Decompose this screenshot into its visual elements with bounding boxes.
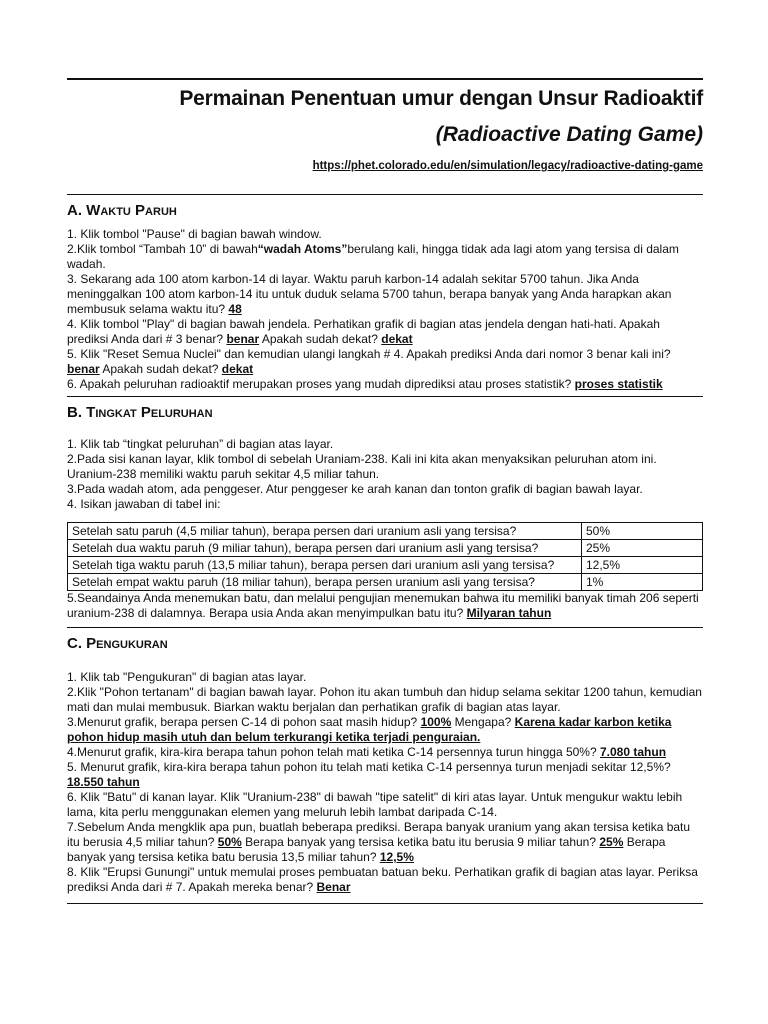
- c-item-7-answer-3: 12,5%: [379, 850, 414, 864]
- table-answer: 12,5%: [582, 557, 703, 574]
- table-answer: 1%: [582, 574, 703, 591]
- c-item-7-text-a: 7.Sebelum Anda mengklik apa pun, buatlah beberapa prediksi. Berapa banyak uranium yang akan tersisa ketika batu itu berusia 4,5 miliar tahun?: [67, 820, 691, 849]
- section-c-letter: C.: [67, 635, 82, 652]
- c-item-5-text: 5. Menurut grafik, kira-kira berapa tahun pohon itu telah mati ketika C-14 persennya turun menjadi sekitar 12,5%?: [67, 760, 671, 774]
- c-item-7-text-c: Berapa banyak yang tersisa ketika batu berusia 13,5 miliar tahun?: [67, 835, 666, 864]
- table-question: Setelah empat waktu paruh (18 miliar tahun), berapa persen uranium asli yang tersisa?: [68, 574, 582, 591]
- c-item-5: [67, 760, 703, 790]
- table-question: Setelah tiga waktu paruh (13,5 miliar tahun), berapa persen dari uranium asli yang tersisa?: [68, 557, 582, 574]
- table-question: Setelah dua waktu paruh (9 miliar tahun), berapa persen dari uranium asli yang tersisa?: [68, 540, 582, 557]
- a-item-5-text: 5. Klik "Reset Semua Nuclei" dan kemudian ulangi langkah # 4. Apakah prediksi Anda dari nomor 3 benar kali ini?: [67, 347, 671, 361]
- c-item-3-answer-2: Karena kadar karbon ketika pohon hidup masih utuh dan belum terkurangi ketika terjadi penguraian.: [67, 715, 672, 744]
- c-item-3-text: 3.Menurut grafik, berapa persen C-14 di pohon saat masih hidup?: [67, 715, 418, 729]
- document-page: [67, 78, 703, 904]
- c-item-8-answer: Benar: [316, 880, 351, 894]
- c-item-8-text: 8. Klik "Erupsi Gunungi" untuk memulai proses pembuatan batuan beku. Perhatikan grafik di bagian atas layar. Periksa prediksi Anda dari # 7. Apakah mereka benar?: [67, 865, 698, 894]
- top-rule: [67, 78, 703, 80]
- a-item-5: [67, 347, 703, 377]
- table-answer: 25%: [582, 540, 703, 557]
- title-line-1: Permainan Penentuan umur dengan Unsur Radioaktif: [179, 87, 703, 110]
- table-row: [68, 557, 703, 574]
- a-item-5-mid: Apakah sudah dekat?: [102, 362, 219, 376]
- c-item-1: 1. Klik tab "Pengukuran" di bagian atas layar.: [67, 670, 307, 684]
- section-c-heading: [67, 627, 703, 654]
- a-item-2-wadah: “wadah Atoms”: [257, 242, 348, 256]
- c-item-3-mid: Mengapa?: [454, 715, 512, 729]
- table-question: Setelah satu paruh (4,5 miliar tahun), berapa persen dari uranium asli yang tersisa?: [68, 523, 582, 540]
- b-item-2: 2.Pada sisi kanan layar, klik tombol di sebelah Uraniam-238. Kali ini kita akan menyaksikan peluruhan atom ini. Uranium-238 memiliki waktu paruh sekitar 4,5 miliar tahun.: [67, 452, 657, 481]
- a-item-5-answer-2: dekat: [221, 362, 254, 376]
- a-item-4-answer-1: benar: [226, 332, 260, 346]
- c-item-7-text-b: Berapa banyak yang tersisa ketika batu itu berusia 9 miliar tahun?: [245, 835, 597, 849]
- section-c-body: [67, 670, 703, 895]
- table-row: [68, 574, 703, 591]
- c-item-8: [67, 865, 703, 895]
- c-item-6: 6. Klik "Batu" di kanan layar. Klik "Uranium-238" di bawah "tipe satelit" di kiri atas layar. Untuk mengukur waktu lebih lama, kita perlu menggunakan elemen yang meluruh lebih lambat daripada C-14.: [67, 790, 683, 819]
- c-item-4-text: 4.Menurut grafik, kira-kira berapa tahun pohon telah mati ketika C-14 persennya turun hingga 50%?: [67, 745, 597, 759]
- bottom-rule: [67, 903, 703, 904]
- b-item-3: 3.Pada wadah atom, ada penggeser. Atur penggeser ke arah kanan dan tonton grafik di bagian bawah layar.: [67, 482, 643, 496]
- section-a-letter: A.: [67, 202, 82, 219]
- section-c-title: Pengukuran: [86, 635, 168, 652]
- table-row: [68, 540, 703, 557]
- c-item-7: [67, 820, 703, 865]
- a-item-5-answer-1: benar: [67, 362, 100, 376]
- section-b-heading: [67, 396, 703, 423]
- c-item-7-answer-2: 25%: [599, 835, 624, 849]
- a-item-3-text: 3. Sekarang ada 100 atom karbon-14 di layar. Waktu paruh karbon-14 adalah sekitar 5700 tahun. Jika Anda meninggalkan 100 atom karbon-14 itu untuk duduk selama 5700 tahun, berapa banyak yang Anda harapkan akan membusuk selama waktu itu?: [67, 272, 672, 316]
- title-line-2: (Radioactive Dating Game): [435, 123, 703, 146]
- b-item-5-text: 5.Seandainya Anda menemukan batu, dan melalui pengujian menemukan bahwa itu memiliki banyak timah 206 seperti uranium-238 di dalamnya. Berapa usia Anda akan menyimpulkan batu itu?: [67, 591, 699, 620]
- section-a-heading: [67, 194, 703, 221]
- section-b-title: Tingkat Peluruhan: [86, 404, 213, 421]
- a-item-3: [67, 272, 703, 317]
- section-b-letter: B.: [67, 404, 82, 421]
- a-item-4: [67, 317, 703, 347]
- c-item-2: 2.Klik "Pohon tertanam" di bagian bawah layar. Pohon itu akan tumbuh dan hidup selama sekitar 1200 tahun, kemudian mati dan mulai membusuk. Biarkan waktu berjalan dan perhatikan grafik di bagian atas layar.: [67, 685, 702, 714]
- c-item-3: [67, 715, 703, 745]
- a-item-1: 1. Klik tombol "Pause" di bagian bawah window.: [67, 227, 322, 241]
- c-item-7-answer-1: 50%: [217, 835, 242, 849]
- b-item-1: 1. Klik tab “tingkat peluruhan” di bagian atas layar.: [67, 437, 334, 451]
- table-answer: 50%: [582, 523, 703, 540]
- a-item-2: [67, 242, 703, 272]
- a-item-2-text-a: 2.Klik tombol “Tambah 10” di bawah: [67, 242, 258, 256]
- table-row: [68, 523, 703, 540]
- c-item-5-answer: 18.550 tahun: [67, 775, 140, 789]
- a-item-4-answer-2: dekat: [381, 332, 413, 346]
- c-item-4: [67, 745, 703, 760]
- a-item-4-mid: Apakah sudah dekat?: [261, 332, 378, 346]
- section-b-body: [67, 437, 703, 621]
- section-a-body: [67, 227, 703, 392]
- a-item-6: [67, 377, 703, 392]
- a-item-3-answer: 48: [228, 302, 242, 316]
- a-item-2-text-c: berulang kali, hingga tidak ada lagi atom yang tersisa di dalam wadah.: [67, 242, 679, 271]
- c-item-3-answer-1: 100%: [420, 715, 452, 729]
- b-item-4: 4. Isikan jawaban di tabel ini:: [67, 497, 221, 511]
- uranium-table: [67, 522, 703, 591]
- a-item-4-text: 4. Klik tombol "Play" di bagian bawah jendela. Perhatikan grafik di bagian atas jendela dengan hati-hati. Apakah prediksi Anda dari # 3 benar?: [67, 317, 660, 346]
- simulation-link[interactable]: https://phet.colorado.edu/en/simulation/legacy/radioactive-dating-game: [312, 160, 703, 172]
- c-item-4-answer: 7.080 tahun: [600, 745, 667, 759]
- a-item-6-text: 6. Apakah peluruhan radioaktif merupakan proses yang mudah diprediksi atau proses statistik?: [67, 377, 572, 391]
- b-item-5: [67, 591, 703, 621]
- b-item-5-answer: Milyaran tahun: [466, 606, 552, 620]
- section-a-title: Waktu Paruh: [86, 202, 177, 219]
- a-item-6-answer: proses statistik: [574, 377, 663, 391]
